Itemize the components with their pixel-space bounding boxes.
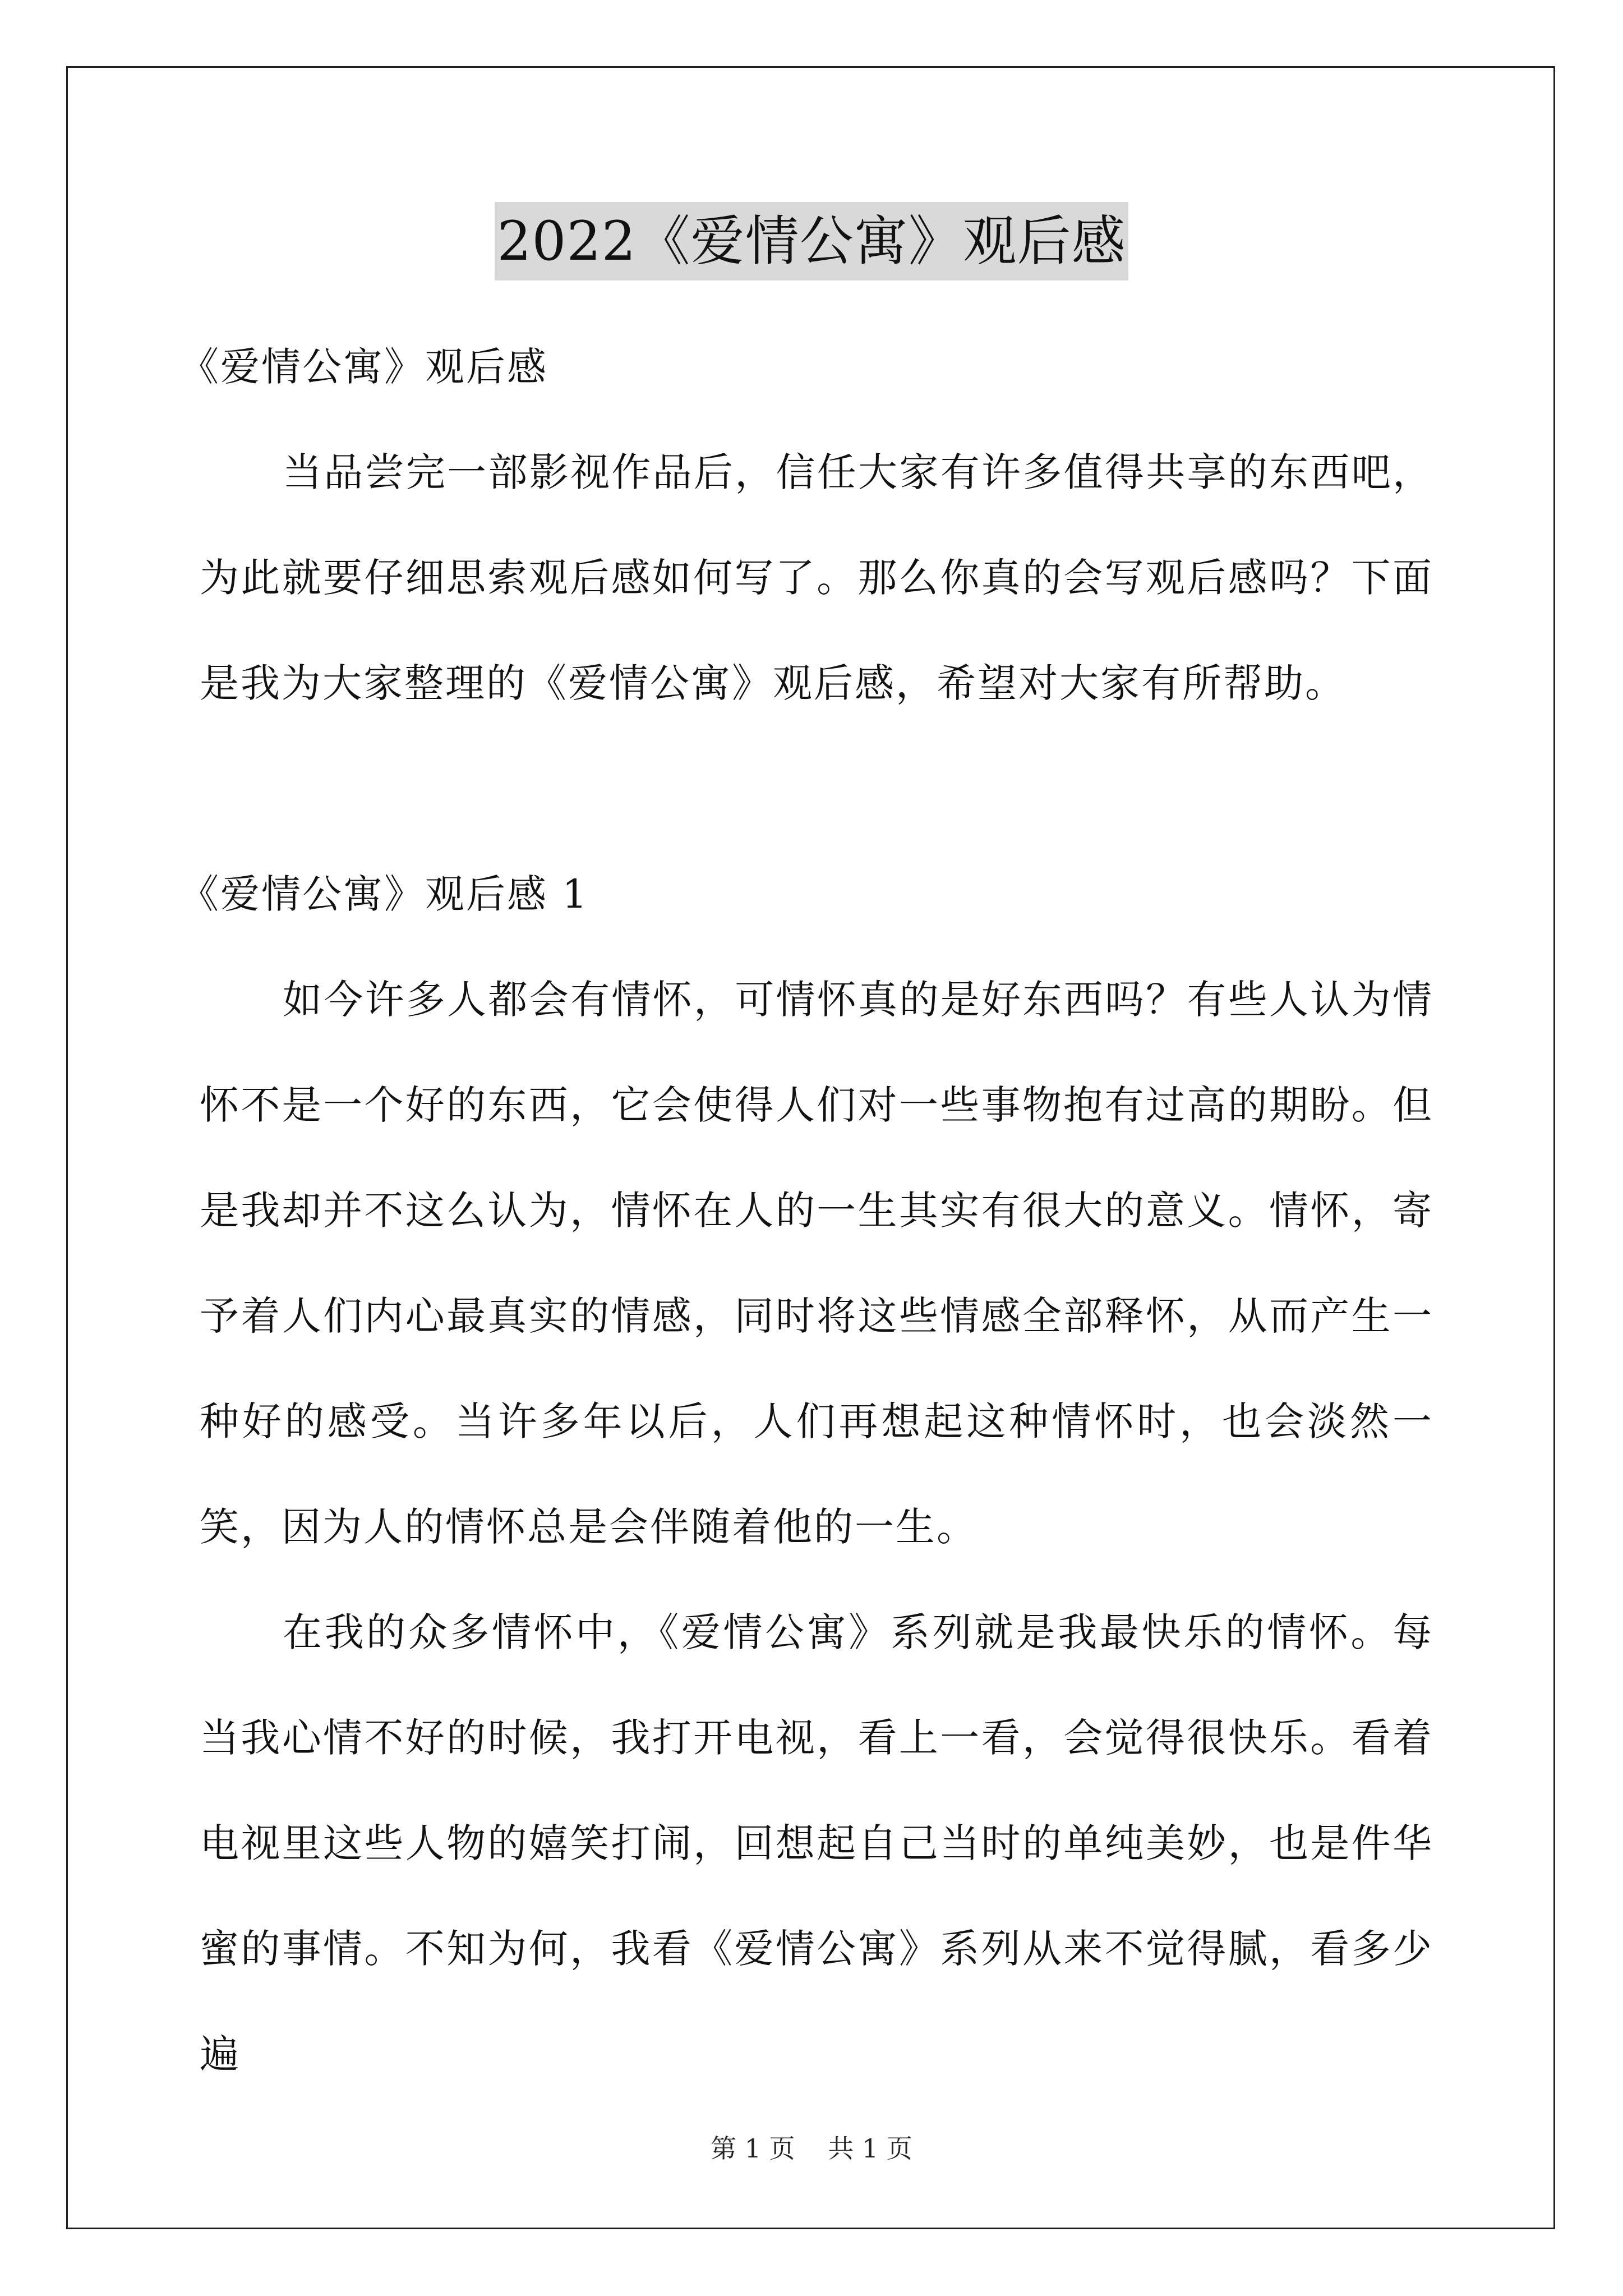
section1-paragraph-1: 如今许多人都会有情怀，可情怀真的是好东西吗？有些人认为情怀不是一个好的东西，它会使得人们对一些事物抱有过高的期盼。但是我却并不这么认为，情怀在人的一生其实有很大的意义。情怀，寄予着人们内心最真实的情感，同时将这些情感全部释怀，从而产生一种好的感受。当许多年以后，人们再想起这种情怀时，也会淡然一笑，因为人的情怀总是会伴随着他的一生。: [200, 977, 1433, 1550]
page-number: 第 1 页: [711, 2133, 795, 2164]
page-footer: [0, 2132, 1623, 2165]
section1-paragraph-2: 在我的众多情怀中，《爱情公寓》系列就是我最快乐的情怀。每当我心情不好的时候，我打开电视，看上一看，会觉得很快乐。看着电视里这些人物的嬉笑打闹，回想起自己当时的单纯美妙，也是件华蜜的事情。不知为何，我看《爱情公寓》系列从来不觉得腻，看多少遍: [200, 1609, 1433, 2077]
intro-heading: 《爱情公寓》观后感: [179, 344, 548, 390]
section-spacer: [200, 736, 1433, 841]
section1-heading: 《爱情公寓》观后感 1: [179, 871, 589, 917]
document-body: [179, 314, 1433, 2107]
document-title: 2022《爱情公寓》观后感: [495, 202, 1128, 280]
intro-paragraph: 当品尝完一部影视作品后，信任大家有许多值得共享的东西吧，为此就要仔细思索观后感如何写了。那么你真的会写观后感吗？下面是我为大家整理的《爱情公寓》观后感，希望对大家有所帮助。: [200, 449, 1433, 706]
page-total: 共 1 页: [828, 2133, 912, 2164]
title-container: [0, 202, 1623, 280]
